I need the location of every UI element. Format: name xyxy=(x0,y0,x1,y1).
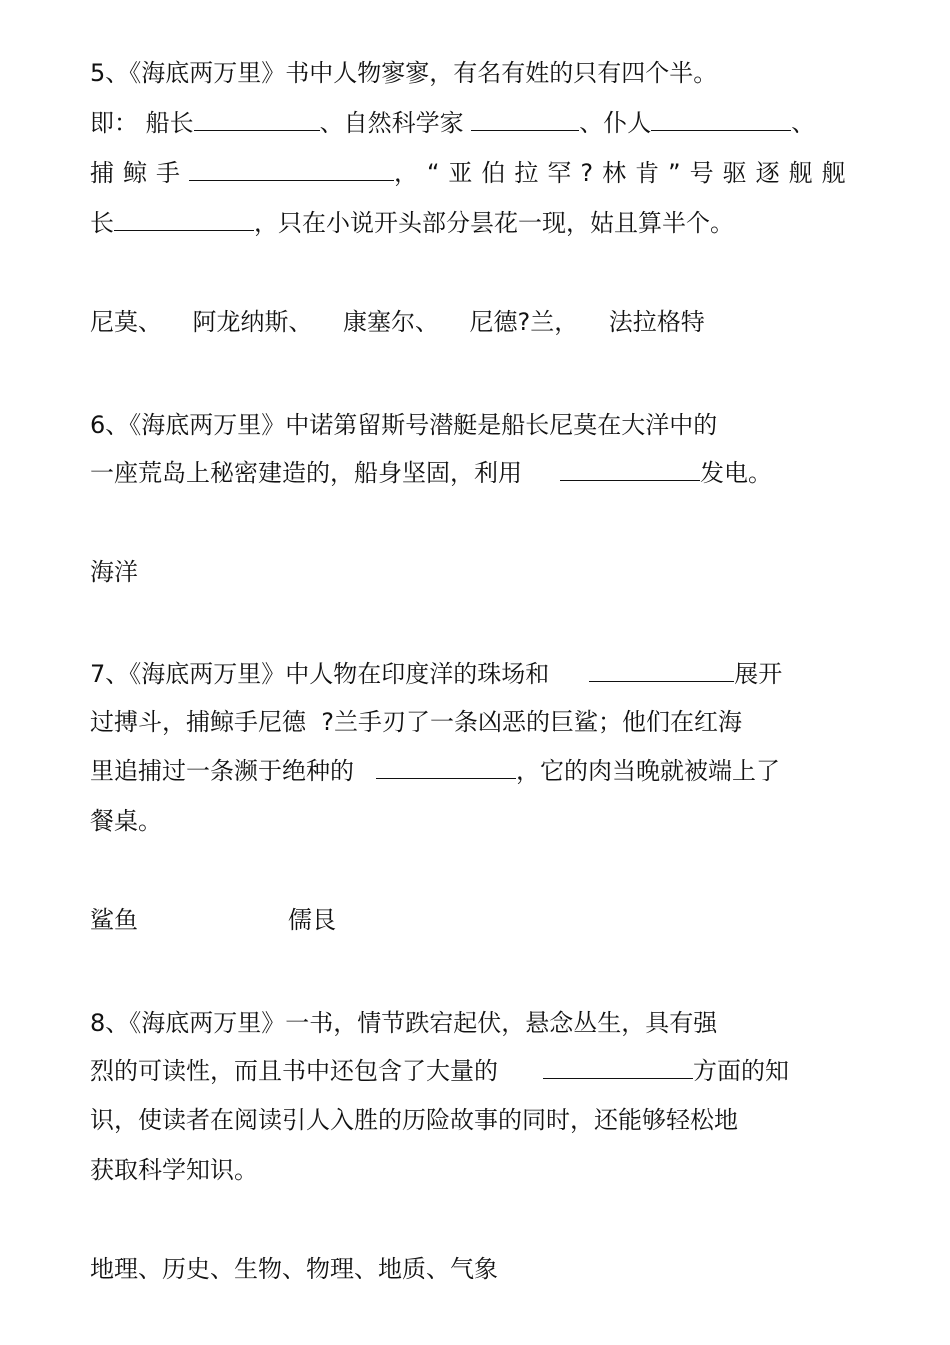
q6-line-2 xyxy=(90,458,772,488)
q5-harpooner-label: 捕鲸手 xyxy=(90,159,189,187)
q7-blank-species[interactable] xyxy=(376,756,516,779)
q8-line-2-end: 方面的知 xyxy=(693,1057,789,1085)
q5-line-4-text: ，只在小说开头部分昙花一现，姑且算半个。 xyxy=(254,209,734,237)
q6-answer: 海洋 xyxy=(90,558,138,586)
q5-scientist-label: 、自然科学家 xyxy=(319,109,464,137)
q7-answer-dugong: 儒艮 xyxy=(288,906,336,934)
q5-servant-label: 、仆人 xyxy=(579,109,652,137)
q5-line-3 xyxy=(90,158,855,188)
q7-line-2: 过搏斗，捕鲸手尼德 ?兰手刃了一条凶恶的巨鲨；他们在红海 xyxy=(90,708,742,736)
q8-line-2-text: 烈的可读性，而且书中还包含了大量的 xyxy=(90,1057,498,1085)
q8-line-1: 8、《海底两万里》一书，情节跌宕起伏，悬念丛生，具有强 xyxy=(90,1009,718,1037)
q5-line-2-end: 、 xyxy=(791,109,816,137)
q5-answer: 尼莫、 阿龙纳斯、 康塞尔、 尼德?兰， 法拉格特 xyxy=(90,308,705,336)
q5-blank-scientist[interactable] xyxy=(471,108,579,131)
q5-blank-harpooner[interactable] xyxy=(189,158,394,181)
q5-line-1: 5、《海底两万里》书中人物寥寥，有名有姓的只有四个半。 xyxy=(90,59,718,87)
q8-line-2 xyxy=(90,1056,789,1086)
q5-line-3-text: ，“亚伯拉罕?林肯”号驱逐舰舰 xyxy=(394,159,855,187)
q7-line-3-text: 里追捕过一条濒于绝种的 xyxy=(90,757,354,785)
q5-blank-captain[interactable] xyxy=(194,108,320,131)
q7-line-1 xyxy=(90,659,782,689)
q8-answer: 地理、历史、生物、物理、地质、气象 xyxy=(90,1255,498,1283)
q6-line-1: 6、《海底两万里》中诺第留斯号潜艇是船长尼莫在大洋中的 xyxy=(90,411,718,439)
q7-line-1-end: 展开 xyxy=(734,660,783,688)
q6-blank-power[interactable] xyxy=(560,458,700,481)
q7-answer xyxy=(90,905,336,935)
q7-line-3 xyxy=(90,756,780,786)
q6-line-2-end: 发电。 xyxy=(700,459,772,487)
q5-blank-servant[interactable] xyxy=(651,108,791,131)
q8-blank-knowledge[interactable] xyxy=(543,1056,693,1079)
q8-line-3: 识，使读者在阅读引人入胜的历险故事的同时，还能够轻松地 xyxy=(90,1106,738,1134)
q7-line-1-text: 7、《海底两万里》中人物在印度洋的珠场和 xyxy=(90,660,550,688)
q5-line-4 xyxy=(90,208,734,238)
q7-line-4: 餐桌。 xyxy=(90,807,162,835)
q5-line-2 xyxy=(90,108,860,138)
q5-commander-label: 长 xyxy=(90,209,114,237)
q7-blank-fight[interactable] xyxy=(589,659,734,682)
q7-answer-shark: 鲨鱼 xyxy=(90,906,138,934)
q5-captain-label: 即： 船长 xyxy=(90,109,194,137)
q5-blank-commander[interactable] xyxy=(114,208,254,231)
q6-line-2-text: 一座荒岛上秘密建造的，船身坚固，利用 xyxy=(90,459,522,487)
q7-line-3-end: ，它的肉当晚就被端上了 xyxy=(516,757,780,785)
q8-line-4: 获取科学知识。 xyxy=(90,1156,258,1184)
